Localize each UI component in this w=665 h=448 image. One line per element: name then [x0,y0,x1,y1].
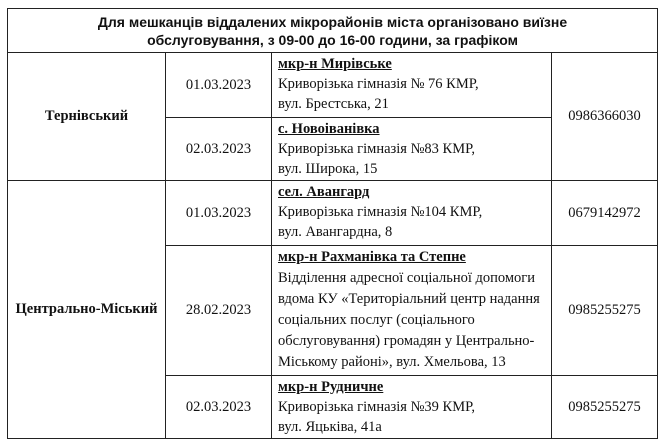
location-line: вул. Яцьківа, 41а [278,419,382,435]
visit-location [272,376,552,439]
phone-number: 0985255275 [552,376,658,439]
location-line: Криворізька гімназія №104 КМР, [278,204,483,220]
table-header [8,9,658,53]
header-line-1: Для мешканців віддалених мікрорайонів міста організовано виїзне [97,14,568,30]
visit-date: 02.03.2023 [166,376,272,439]
phone-number: 0986366030 [552,53,658,181]
phone-number: 0985255275 [552,246,658,376]
visit-date: 02.03.2023 [166,118,272,181]
location-line: Криворізька гімназія № 76 КМР, [278,76,479,92]
visit-date: 01.03.2023 [166,181,272,246]
header-line-2: обслуговування, з 09-00 до 16-00 години, за графіком [147,32,518,48]
district-ternivskyi: Тернівський [8,53,166,181]
phone-number: 0679142972 [552,181,658,246]
visit-location [272,246,552,376]
location-line: обслуговування) громадян у Центрально- [278,333,535,349]
location-title: мкр-н Рахманівка та Степне [278,249,466,265]
visit-location [272,181,552,246]
location-line: Відділення адресної соціальної допомоги [278,270,535,286]
location-line: Криворізька гімназія №83 КМР, [278,141,475,157]
location-line: Міському районі», вул. Хмельова, 13 [278,354,506,370]
visit-date: 28.02.2023 [166,246,272,376]
location-line: вул. Брестська, 21 [278,96,389,112]
location-line: соціальних послуг (соціального [278,312,475,328]
location-line: Криворізька гімназія №39 КМР, [278,399,475,415]
location-title: мкр-н Мирівське [278,56,392,72]
location-title: сел. Авангард [278,184,370,200]
district-tsentralno-miskyi: Центрально-Міський [8,181,166,439]
visit-location [272,118,552,181]
location-title: мкр-н Рудничне [278,379,384,395]
location-title: с. Новоіванівка [278,121,380,137]
visit-date: 01.03.2023 [166,53,272,118]
location-line: вдома КУ «Територіальний центр надання [278,291,540,307]
location-line: вул. Широка, 15 [278,161,378,177]
visit-location [272,53,552,118]
schedule-table [7,8,658,439]
location-line: вул. Авангардна, 8 [278,224,393,240]
